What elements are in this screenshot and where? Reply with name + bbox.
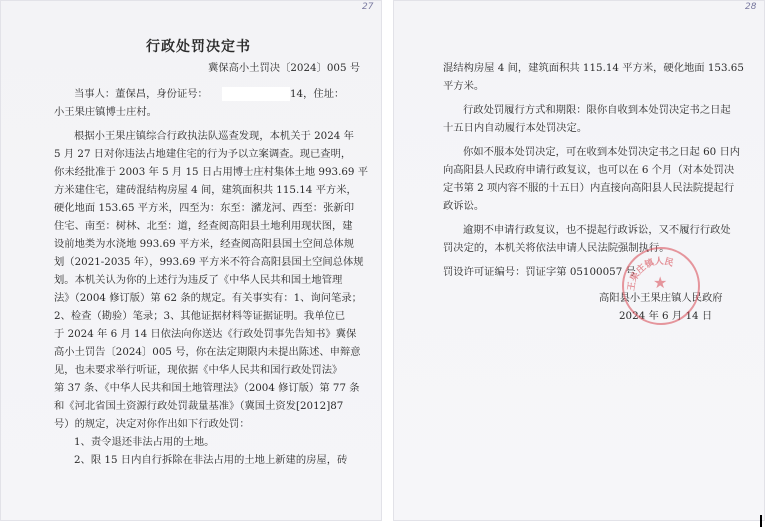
page-number-left: 27 (362, 2, 374, 12)
body-line: 于 2024 年 6 月 14 日依法向你送达《行政处罚事先告知书》冀保 (54, 328, 357, 340)
document-page-left (0, 0, 382, 521)
document-title: 行政处罚决定书 (146, 39, 251, 55)
body-line: 第 37 条、《中华人民共和国土地管理法》（2004 修订版）第 77 条 (54, 382, 360, 394)
body-line: 行政处罚履行方式和期限：限你自收到本处罚决定书之日起 (463, 104, 731, 116)
body-line: 混结构房屋 4 间，建筑面积共 115.14 平方米，硬化地面 153.65 (443, 62, 744, 74)
body-line: 罚决定的，本机关将依法申请人民法院强制执行。 (443, 242, 670, 254)
body-line: 逾期不申请行政复议，也不提起行政诉讼，又不履行行政处 (463, 224, 731, 236)
body-line: 和《河北省国土资源行政处罚裁量基准》（冀国土资发[2012]87 (54, 400, 344, 412)
body-line: 划（2021-2035 年），993.69 平方米不符合高阳县国土空间总体规 (54, 256, 364, 268)
issue-date: 2024 年 6 月 14 日 (619, 310, 713, 322)
seal-text: 王果庄镇人民 (626, 256, 675, 292)
penalty-item-2: 2、限 15 日内自行拆除在非法占用的土地上新建的房屋，砖 (74, 454, 348, 466)
body-line: 5 月 27 日对你违法占地建住宅的行为予以立案调查。现已查明， (54, 148, 352, 160)
body-line: 定书第 2 项内容不服的十五日）内直接向高阳县人民法院提起行 (443, 182, 735, 194)
license-number: 罚设许可证编号：罚证字第 05100057 号 (443, 266, 636, 278)
text-cursor (760, 515, 762, 527)
star-icon: ★ (653, 273, 668, 292)
body-line: 高小土罚告〔2024〕005 号，你在法定期限内未提出陈述、申辩意 (54, 346, 361, 358)
issuer-name: 高阳县小王果庄镇人民政府 (599, 292, 723, 304)
body-line: 十五日内自动履行本处罚决定。 (443, 122, 588, 134)
body-line: 号）的规定，决定对你作出如下行政处罚： (54, 418, 250, 430)
page-gap (382, 0, 393, 527)
redacted-id-box (222, 87, 290, 101)
body-line: 法》（2004 修订版）第 62 条的规定。有关事实有：1、询问笔录； (54, 292, 362, 304)
official-seal (622, 247, 700, 325)
body-line: 平方米。 (443, 80, 485, 92)
body-line: 划。本机关认为你的上述行为违反了《中华人民共和国土地管理 (54, 274, 343, 286)
document-number: 冀保高小土罚决〔2024〕005 号 (208, 62, 361, 74)
body-line: 见，也未要求举行听证，现依据《中华人民共和国行政处罚法》 (54, 364, 343, 376)
page-number-right: 28 (745, 2, 757, 12)
body-line: 2、检查（勘验）笔录；3、其他证据材料等证据证明。我单位已 (54, 310, 346, 322)
body-line: 方米建住宅，建砖混结构房屋 4 间，建筑面积共 115.14 平方米， (54, 184, 357, 196)
svg-text:王果庄镇人民 (625, 255, 675, 292)
party-line: 当事人：董保昌，身份证号： (74, 88, 208, 100)
party-address: 小王果庄镇博士庄村。 (54, 106, 157, 118)
body-line: 根据小王果庄镇综合行政执法队巡查发现，本机关于 2024 年 (74, 130, 354, 142)
party-address-label: 14，住址： (290, 88, 345, 100)
penalty-item-1: 1、责令退还非法占用的土地。 (74, 436, 215, 448)
body-line: 政诉讼。 (443, 200, 485, 212)
body-line: 你如不服本处罚决定，可在收到本处罚决定书之日起 60 日内 (463, 146, 741, 158)
body-line: 向高阳县人民政府申请行政复议，也可以在 6 个月（对本处罚决 (443, 164, 735, 176)
body-line: 设前地类为水浇地 993.69 平方米，经查阅高阳县国土空间总体规 (54, 238, 354, 250)
body-line: 硬化地面 153.65 平方米，四至为：东至：瀦龙河、西至：张新印 (54, 202, 354, 214)
body-line: 住宅、南至：树林、北至：道，经查阅高阳县土地利用现状图，建 (54, 220, 353, 232)
body-line: 你未经批准于 2003 年 5 月 15 日占用博士庄村集体土地 993.69 平 (54, 166, 369, 178)
document-page-right (393, 0, 765, 521)
